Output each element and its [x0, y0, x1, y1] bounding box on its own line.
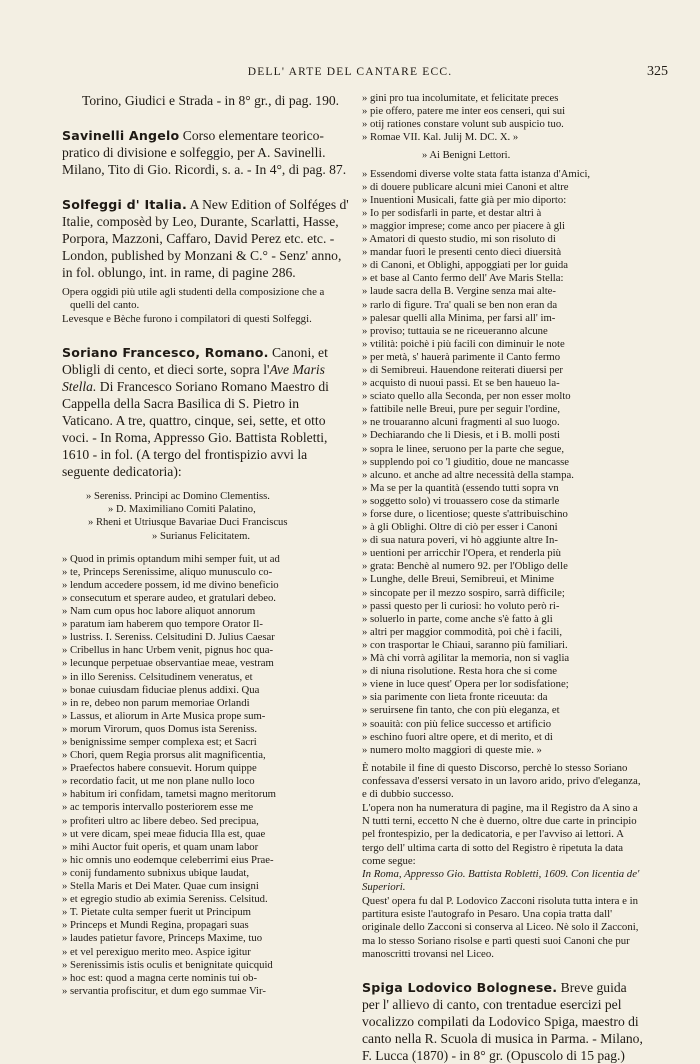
letter-line: » di Semibreui. Hauendone reiterati diuersi per [362, 363, 563, 376]
letter-line: » lecunque perpetuae observantiae meae, vestram [62, 657, 274, 670]
letter-line: » Stella Maris et Dei Mater. Quae cum insigni [62, 880, 259, 893]
letter-line: » in illo Sereniss. Celsitudinem veneratus, et [62, 670, 253, 683]
entry-heading: Solfeggi d' Italia. [62, 197, 187, 212]
letter-line: » uentioni per arricchir l'Opera, et renderla più [362, 547, 561, 560]
letter-line: » altri per maggior commodità, poi chè i facili, [362, 625, 563, 638]
letter-line: » in re, debeo non parum memoriae Orlandi [62, 696, 250, 709]
letter-line: » supplendo poi co 'l giuditio, doue ne mancasse [362, 455, 570, 468]
letter-line: » grata: Benchè al numero 92. per l'Obligo delle [362, 560, 568, 573]
letter-line: » conij fundamento subnixus ubique laudat, [62, 866, 249, 879]
letter-line: » paratum iam haberem quo tempore Orator Il- [62, 618, 263, 631]
letter-line: » acquisto di nuoui passi. Et se ben haueuo la- [362, 377, 560, 390]
letter-line: » Io per sodisfarli in parte, et destar altri à [362, 206, 542, 219]
entry-text: Canoni, et Obligli di cento, et dieci sorte, sopra l' [62, 344, 328, 377]
entry-title-italic: Ave Maris Stella. [62, 361, 325, 394]
letter-line: » Dechiarando che li Diesis, et i B. molli posti [362, 429, 560, 442]
dedication-letter-end [362, 92, 644, 144]
letter-line: » fattibile nelle Breui, pure per seguir l'ordine, [362, 403, 561, 416]
letter-line: » rarlo di figure. Tra' quali se ben non eran da [362, 298, 558, 311]
letter-line: » Lassus, et aliorum in Arte Musica prope sum- [62, 709, 266, 722]
letter-line: » habitum iri confidam, tametsi magno meritorum [62, 788, 277, 801]
letter-line: » sia parimente con lieta fronte riceuuta: da [362, 691, 548, 704]
letter-line: » maggior imprese; come anco per piacere à gli [362, 219, 565, 232]
letter-line: » Essendomi diverse volte stata fatta istanza d'Amici, [362, 167, 591, 180]
letter-line: » di sua natura poveri, vi hò aggiunte altre In- [362, 534, 558, 547]
dedication-line: » Sereniss. Principi ac Domino Clementiss. [86, 490, 270, 502]
letter-line: » te, Princeps Serenissime, aliquo munusculo co- [62, 565, 273, 578]
letter-line: » Inuentioni Musicali, fatte già per mio diporto: [362, 193, 567, 206]
letter-line: » mihi Auctor fuit operis, et quam unam labor [62, 840, 259, 853]
letter-line: » morum Virorum, quos Domus ista Sereniss. [62, 722, 258, 735]
letter-line: » hic omnis uno eodemque celeberrimi eius Prae- [62, 853, 274, 866]
letter-line: » et vel perexiguo merito meo. Aspice igitur [62, 945, 251, 958]
letter-to-readers [362, 168, 644, 757]
letter-line: » forse dure, o licentiose; queste s'attribuischino [362, 508, 568, 521]
torino-entry: Torino, Giudici e Strada - in 8° gr., di pag. 190. [82, 93, 340, 108]
letter-line: » Chori, quem Regia prorsus alit magnificentia, [62, 749, 266, 762]
letter-line: » per metà, s' hauerà parimente il Canto fermo [362, 350, 561, 363]
letter-line: » ne trouaranno alcuni fragmenti al suo luogo. [362, 416, 560, 429]
letter-line: » T. Pietate culta semper fuerit ut Principum [62, 906, 251, 919]
soriano-entry [62, 344, 350, 480]
letter-line: » Quod in primis optandum mihi semper fuit, ut ad [62, 552, 280, 565]
letter-line: » laude sacra della B. Vergine senza mai alte- [362, 285, 556, 298]
entry-text: Di Francesco Soriano Romano Maestro di Cappella della Sacra Basilica di S. Pietro in Vaticano. A tre, quattro, cinque, sei, sette, et otto voci. - In Roma, Appresso Gio. Battista Robletti, 1610 - in fol. (A tergo del frontispizio avvi la seguente dedicatoria): [62, 378, 329, 479]
letter-line: » Mà chi vorrà agilitar la memoria, non si vaglia [362, 652, 570, 665]
dedication-line: » Surianus Felicitatem. [152, 530, 250, 542]
letter-line: » numero molto maggiori di queste mie. » [362, 743, 542, 756]
imprint-line: In Roma, Appresso Gio. Battista Robletti, 1609. Con licentia de' Superiori. [362, 868, 640, 894]
lettori-heading: » Ai Benigni Lettori. [422, 150, 511, 162]
letter-line: » profiteri ultro ac libere debeo. Sed precipua, [62, 814, 259, 827]
solfeggi-note: Opera oggidì più utile agli studenti della composizione che a quelli del canto. [62, 286, 325, 312]
spiga-entry [362, 979, 644, 1064]
letter-line: » ac temporis intervallo posteriorem esse me [62, 801, 254, 814]
letter-line: » servantia profiscitur, et dum ego summae Vir- [62, 984, 266, 997]
letter-line: » Lunghe, delle Breui, Semibreui, et Minime [362, 573, 555, 586]
solfeggi-entry [62, 196, 350, 281]
entry-heading: Soriano Francesco, Romano. [62, 344, 269, 360]
letter-line: » soggetto solo) vi trouassero cose da stimarle [362, 494, 560, 507]
letter-line: » soluerlo in parte, come anche s'è fatto à gli [362, 612, 553, 625]
entry-heading: Savinelli Angelo [62, 128, 180, 143]
letter-line: » Ma se per la quantità (essendo tutti sopra vn [362, 481, 559, 494]
entry-text: Corso elementare teorico-pratico di divisione e solfeggio, per A. Savinelli. Milano, Tito di Gio. Ricordi, s. a. - In 4°, di pag. 87. [62, 128, 347, 177]
savinelli-entry [62, 127, 350, 178]
letter-line: » lendum accedere possem, id me divino beneficio [62, 578, 279, 591]
letter-line: » pie offero, patere me inter eos censeri, qui sui [362, 105, 566, 118]
letter-line: » vtilità: poichè i più facili con diminuir le note [362, 337, 565, 350]
entry-heading: Spiga Lodovico Bolognese. [362, 980, 558, 996]
letter-line: » di Canoni, et Oblighi, appoggiati per lor guida [362, 259, 568, 272]
running-title: DELL' ARTE DEL CANTARE ECC. [247, 66, 453, 78]
letter-line: » viene in luce quest' Opera per lor sodisfatione; [362, 678, 569, 691]
letter-line: » consecutum et sperare audeo, et gratulari debeo. [62, 591, 276, 604]
page-number: 325 [647, 64, 668, 79]
entry-text: Breve guida per l' allievo di canto, con trentadue esercizi pel vocalizzo compilati da Lodovico Spiga, maestro di canto nella R. Scuola di musica in Parma. - Milano, F. Lucca (1870) - in 8° gr. (Opuscolo di 15 pag.) [362, 980, 643, 1064]
letter-line: » Praefectos habere consuevit. Horum quippe [62, 762, 257, 775]
letter-line: » passi questo per li curiosi: ho voluto però ri- [362, 599, 560, 612]
letter-line: » lustriss. I. Sereniss. Celsitudini D. Julius Caesar [62, 631, 275, 644]
letter-line: » ut vere dicam, spei meae fiducia Illa est, quae [62, 827, 266, 840]
letter-line: » palesar quelli alla Minima, per farsi all' im- [362, 311, 556, 324]
letter-line: » et egregio studio ab eximia Sereniss. Celsitud. [62, 893, 268, 906]
solfeggi-note: Levesque e Bèche furono i compilatori di questi Solfeggi. [62, 312, 312, 325]
letter-line: » benignissime semper complexa est; et Sacri [62, 736, 257, 749]
letter-line: » et base al Canto fermo dell' Ave Maris Stella: [362, 272, 564, 285]
discorso-note: È notabile il fine di questo Discorso, perchè lo stesso Soriano confessava d'essersi versato in un lavoro arido, privo d'eleganza, e di dubbio successo. [362, 761, 641, 801]
letter-line: » Serenissimis istis oculis et benignitate quicquid [62, 958, 273, 971]
letter-line: » gini pro tua incolumitate, et felicitate preces [362, 92, 559, 104]
entry-text: A New Edition of Solféges d' Italie, composèd by Leo, Durante, Scarlatti, Hasse, Porpora, Mazzoni, Caffaro, David Perez etc. etc. - London, published by Monzani & C.° - Senz' anno, in fol. oblungo, int. in rame, di pagine 286. [62, 197, 349, 280]
zacconi-note: Quest' opera fu dal P. Lodovico Zacconi risoluta tutta intera e in partitura esiste l'autografo in Pesaro. Una copia tratta dall' originale dello Zacconi si conserva al Liceo. Nè solo il Zacconi, ma lo stesso Soriano risolse e partì questi suoi Canoni che pur manoscritti trovansi nel Liceo. [362, 894, 639, 960]
letter-line: » Princeps et Mundi Regina, propagari suas [62, 919, 249, 932]
letter-line: » sciato quello alla Seconda, per non esser molto [362, 390, 571, 403]
letter-line: » Nam cum opus hoc labore aliquot annorum [62, 605, 256, 618]
letter-line: » bonae cuiusdam fiduciae plenus addixi. Qua [62, 683, 260, 696]
letter-line: » Amatori di questo studio, mi son risoluto di [362, 233, 556, 246]
letter-line: » Cribellus in hanc Urbem venit, pignus hoc qua- [62, 644, 274, 657]
letter-line: » seruirsene fin tanto, che con più eleganza, et [362, 704, 560, 717]
dedication-line: » D. Maximiliano Comiti Palatino, [108, 504, 256, 516]
letter-line: » recordatio facit, ut me non plane nullo loco [62, 775, 255, 788]
letter-line: » di niuna risolutione. Resta hora che si come [362, 665, 557, 678]
letter-line: » soauità: con più felice successo et artificio [362, 717, 552, 730]
letter-line: » otij rationes constare volunt sub auspicio tuo. [362, 118, 564, 131]
dedication-letter [62, 553, 350, 998]
letter-line: » alcuno. et anche ad altre necessità della stampa. [362, 468, 574, 481]
letter-line: » sopra le linee, seruono per la parte che segue, [362, 442, 565, 455]
letter-line: » laudes patietur favore, Princeps Maxime, tuo [62, 932, 263, 945]
letter-line: » à gli Oblighi. Oltre di ciò per esser i Canoni [362, 521, 558, 534]
letter-line: » hoc est: quod a magna certe nominis tui ob- [62, 971, 257, 984]
letter-line: » Romae VII. Kal. Julij M. DC. X. » [362, 131, 519, 144]
letter-line: » eschino fuori altre opere, et di merito, et di [362, 730, 553, 743]
dedication-line: » Rheni et Utriusque Bavariae Duci Franciscus [88, 517, 288, 529]
letter-line: » di douere publicare alcuni miei Canoni et altre [362, 180, 569, 193]
left-column [62, 92, 350, 998]
letter-line: » con trasportar le Chiaui, saranno più familiari. [362, 638, 568, 651]
right-column [362, 92, 644, 1064]
letter-line: » mandar fuori le presenti cento dieci diuersità [362, 246, 562, 259]
letter-line: » sincopate per il mezzo sospiro, sarrà difficile; [362, 586, 565, 599]
registro-note: L'opera non ha numeratura di pagine, ma il Registro da A sino a N tutti terni, eccetto N che è duerno, oltre due carte in principio pel frontespizio, per la dedicatoria, e per l'avviso ai lettori. A tergo dell' ultima carta di sotto del Registro è ripetuta la data come segue: [362, 801, 638, 867]
letter-line: » proviso; tuttauia se ne riceueranno alcune [362, 324, 548, 337]
